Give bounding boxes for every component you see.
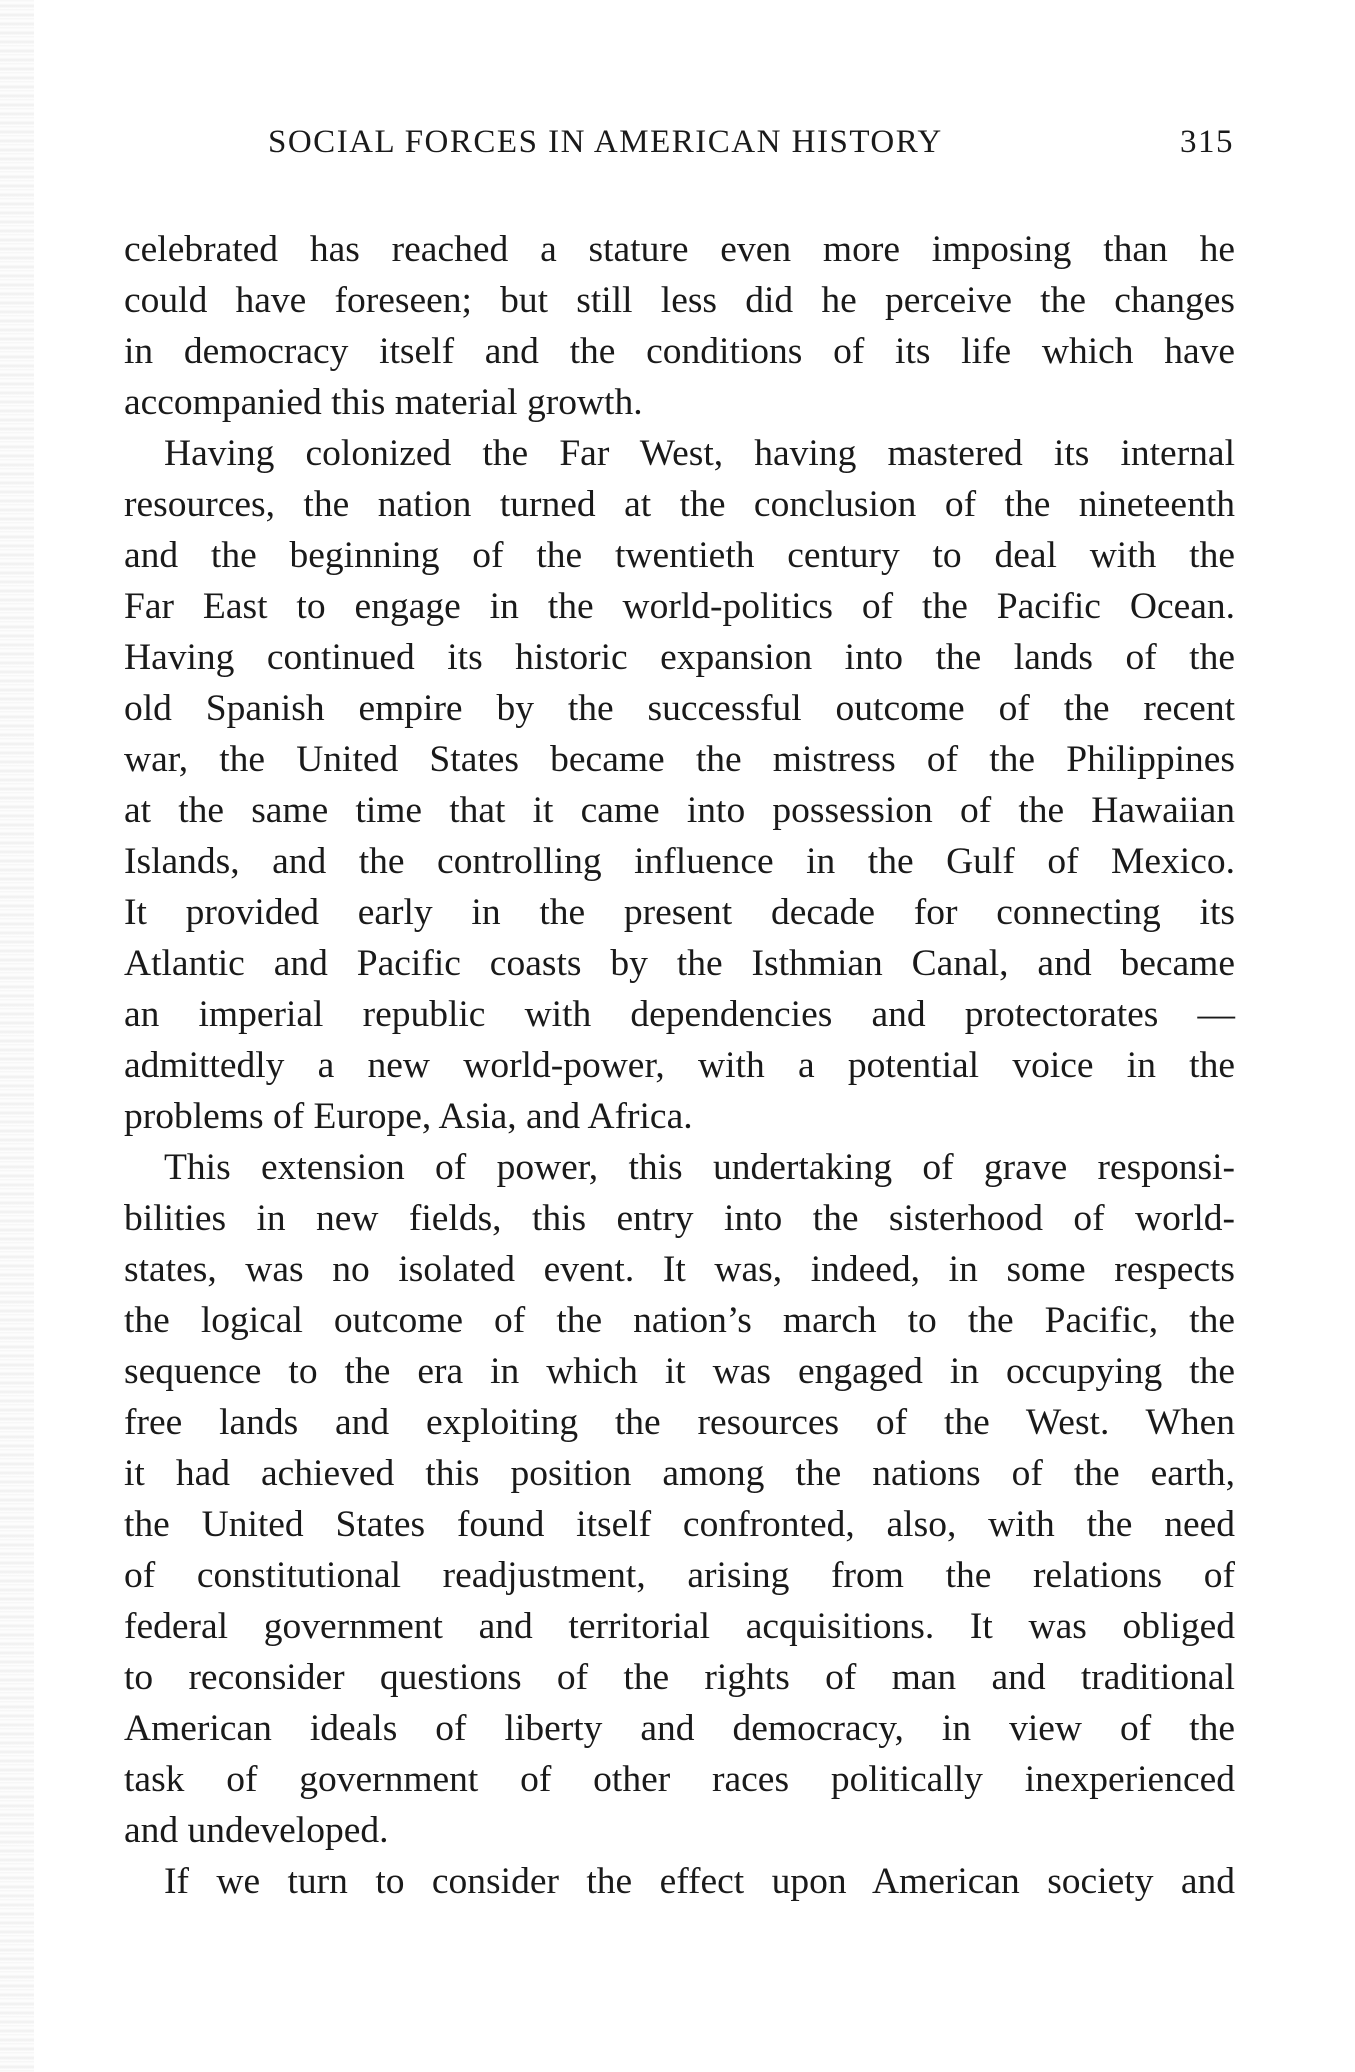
text-line: It provided early in the present decade for connecting its [124, 892, 1235, 933]
text-line: Having continued its historic expansion into the lands of the [124, 637, 1235, 678]
text-line: federal government and territorial acquisitions. It was obliged [124, 1606, 1235, 1647]
text-line: Islands, and the controlling influence in the Gulf of Mexico. [124, 841, 1235, 882]
text-line: free lands and exploiting the resources of the West. When [124, 1402, 1235, 1443]
text-line: at the same time that it came into possession of the Hawaiian [124, 790, 1235, 831]
text-line: sequence to the era in which it was engaged in occupying the [124, 1351, 1235, 1392]
paragraph-start-line: This extension of power, this undertaking of grave responsi- [164, 1147, 1235, 1188]
text-line: it had achieved this position among the nations of the earth, [124, 1453, 1235, 1494]
body-text [124, 224, 1235, 1907]
text-line: an imperial republic with dependencies and protectorates — [124, 994, 1235, 1035]
page-edge [0, 0, 34, 2072]
text-line: and undeveloped. [124, 1810, 389, 1851]
running-head [268, 124, 1268, 174]
text-line: problems of Europe, Asia, and Africa. [124, 1096, 693, 1137]
text-line: and the beginning of the twentieth century to deal with the [124, 535, 1235, 576]
text-line: Atlantic and Pacific coasts by the Isthmian Canal, and became [124, 943, 1235, 984]
text-line: to reconsider questions of the rights of man and traditional [124, 1657, 1235, 1698]
text-line: accompanied this material growth. [124, 382, 643, 423]
text-line: could have foreseen; but still less did he perceive the changes [124, 280, 1235, 321]
text-line: Far East to engage in the world-politics of the Pacific Ocean. [124, 586, 1235, 627]
text-line: in democracy itself and the conditions of its life which have [124, 331, 1235, 372]
paragraph-start-line: If we turn to consider the effect upon American society and [164, 1861, 1235, 1902]
text-line: bilities in new fields, this entry into the sisterhood of world- [124, 1198, 1235, 1239]
text-line: task of government of other races politically inexperienced [124, 1759, 1235, 1800]
running-title: SOCIAL FORCES IN AMERICAN HISTORY [268, 124, 943, 160]
text-line: the logical outcome of the nation’s march to the Pacific, the [124, 1300, 1235, 1341]
page-number: 315 [1180, 124, 1234, 160]
text-line: of constitutional readjustment, arising from the relations of [124, 1555, 1235, 1596]
text-line: resources, the nation turned at the conclusion of the nineteenth [124, 484, 1235, 525]
text-line: the United States found itself confronted, also, with the need [124, 1504, 1235, 1545]
text-line: admittedly a new world-power, with a potential voice in the [124, 1045, 1235, 1086]
text-line: war, the United States became the mistress of the Philippines [124, 739, 1235, 780]
text-line: celebrated has reached a stature even more imposing than he [124, 229, 1235, 270]
text-line: states, was no isolated event. It was, indeed, in some respects [124, 1249, 1235, 1290]
paragraph-start-line: Having colonized the Far West, having mastered its internal [164, 433, 1235, 474]
text-line: old Spanish empire by the successful outcome of the recent [124, 688, 1235, 729]
text-line: American ideals of liberty and democracy, in view of the [124, 1708, 1235, 1749]
